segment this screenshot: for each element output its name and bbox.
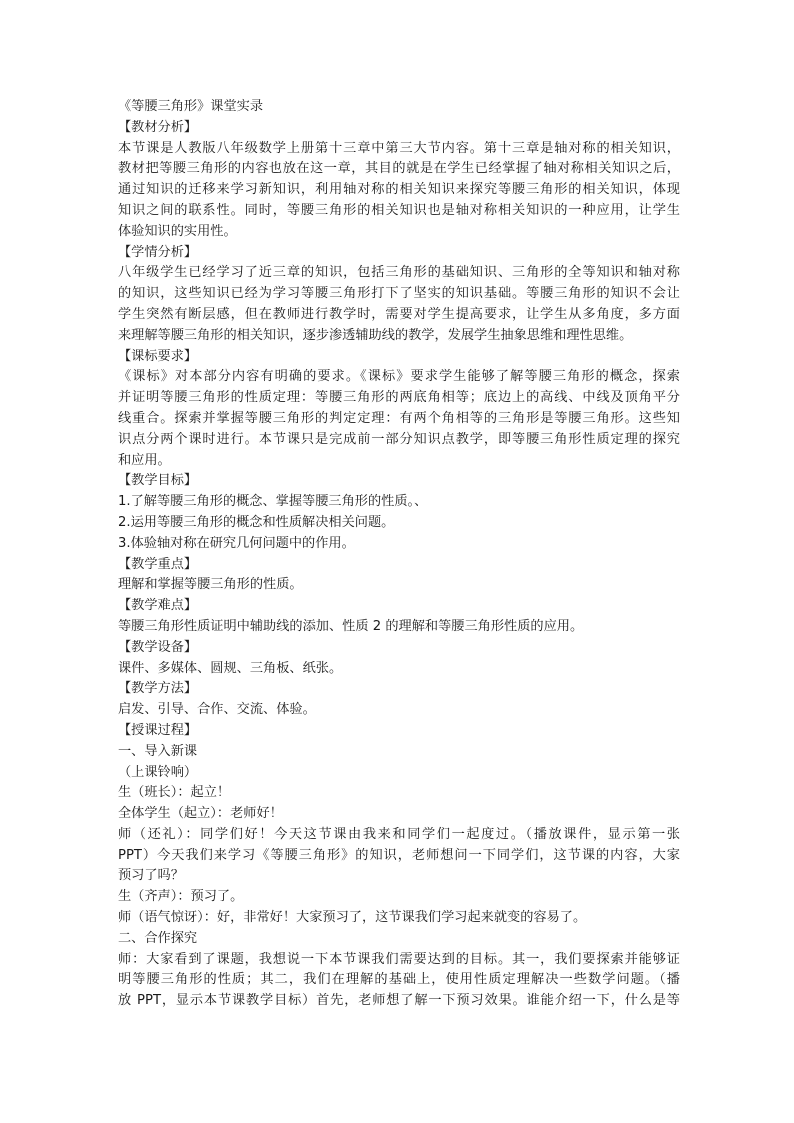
paragraph-line: 识点分两个课时进行。本节课只是完成前一部分知识点教学，即等腰三角形性质定理的探究 [118, 431, 680, 447]
dialogue-line: 师（还礼）：同学们好！今天这节课由我来和同学们一起度过。（播放课件，显示第一张 [118, 826, 680, 842]
section-heading: 【教学设备】 [118, 639, 198, 655]
document-page [118, 97, 680, 1012]
paragraph-line: 体验知识的实用性。 [118, 223, 237, 239]
paragraph-line: 理解和掌握等腰三角形的性质。 [118, 577, 303, 593]
subsection-heading: 二、合作探究 [118, 930, 198, 946]
paragraph-line: 并证明等腰三角形的性质定理：等腰三角形的两底角相等；底边上的高线、中线及顶角平分 [118, 390, 680, 406]
section-heading: 【授课过程】 [118, 722, 198, 738]
paragraph-line: 通过知识的迁移来学习新知识，利用轴对称的相关知识来探究等腰三角形的相关知识，体现 [118, 182, 680, 198]
paragraph-line: 来理解等腰三角形的相关知识，逐步渗透辅助线的教学，发展学生抽象思维和理性思维。 [118, 327, 633, 343]
list-item: 2.运用等腰三角形的概念和性质解决相关问题。 [118, 514, 395, 530]
section-heading: 【教学重点】 [118, 556, 198, 572]
section-heading: 【教学难点】 [118, 598, 198, 614]
paragraph-line: 和应用。 [118, 452, 171, 468]
dialogue-line: 生（齐声）：预习了。 [118, 889, 244, 905]
list-item: 1.了解等腰三角形的概念、掌握等腰三角形的性质。、 [118, 494, 428, 510]
section-heading: 【教材分析】 [118, 119, 198, 135]
paragraph-line: 线重合。探索并掌握等腰三角形的判定定理：有两个角相等的三角形是等腰三角形。这些知 [118, 410, 680, 426]
paragraph-line: 《课标》对本部分内容有明确的要求。《课标》要求学生能够了解等腰三角形的概念，探索 [118, 369, 680, 385]
dialogue-line: 明等腰三角形的性质；其二，我们在理解的基础上，使用性质定理解决一些数学问题。（播 [118, 972, 680, 988]
paragraph-line: 知识之间的联系性。同时，等腰三角形的相关知识也是轴对称相关知识的一种应用，让学生 [118, 202, 680, 218]
paragraph-line: 本节课是人教版八年级数学上册第十三章中第三大节内容。第十三章是轴对称的相关知识， [118, 140, 680, 156]
dialogue-line: PPT）今天我们来学习《等腰三角形》的知识，老师想问一下同学们，这节课的内容，大家 [118, 847, 680, 863]
document-title: 《等腰三角形》课堂实录 [118, 99, 264, 114]
dialogue-line: 师：大家看到了课题，我想说一下本节课我们需要达到的目标。其一，我们要探索并能够证 [118, 951, 680, 967]
dialogue-line: 师（语气惊讶）：好，非常好！大家预习了，这节课我们学习起来就变的容易了。 [118, 910, 587, 926]
dialogue-line: 放 PPT，显示本节课教学目标）首先，老师想了解一下预习效果。谁能介绍一下，什么是等 [118, 993, 680, 1009]
dialogue-line: （上课铃响） [118, 764, 198, 780]
section-heading: 【教学目标】 [118, 473, 198, 489]
dialogue-line: 全体学生（起立）：老师好！ [118, 806, 283, 822]
dialogue-line: 预习了吗？ [118, 868, 184, 884]
section-heading: 【学情分析】 [118, 244, 198, 260]
dialogue-line: 生（班长）：起立！ [118, 785, 231, 801]
paragraph-line: 启发、引导、合作、交流、体验。 [118, 702, 316, 718]
section-heading: 【教学方法】 [118, 681, 198, 697]
paragraph-line: 等腰三角形性质证明中辅助线的添加、性质 2 的理解和等腰三角形性质的应用。 [118, 618, 584, 634]
paragraph-line: 课件、多媒体、圆规、三角板、纸张。 [118, 660, 343, 676]
section-heading: 【课标要求】 [118, 348, 198, 364]
paragraph-line: 八年级学生已经学习了近三章的知识，包括三角形的基础知识、三角形的全等知识和轴对称 [118, 265, 680, 281]
paragraph-line: 的知识，这些知识已经为学习等腰三角形打下了坚实的知识基础。等腰三角形的知识不会让 [118, 286, 680, 302]
list-item: 3.体验轴对称在研究几何问题中的作用。 [118, 535, 355, 551]
paragraph-line: 学生突然有断层感，但在教师进行教学时，需要对学生提高要求，让学生从多角度，多方面 [118, 306, 680, 322]
subsection-heading: 一、导入新课 [118, 743, 198, 759]
paragraph-line: 教材把等腰三角形的内容也放在这一章，其目的就是在学生已经掌握了轴对称相关知识之后， [118, 161, 680, 177]
